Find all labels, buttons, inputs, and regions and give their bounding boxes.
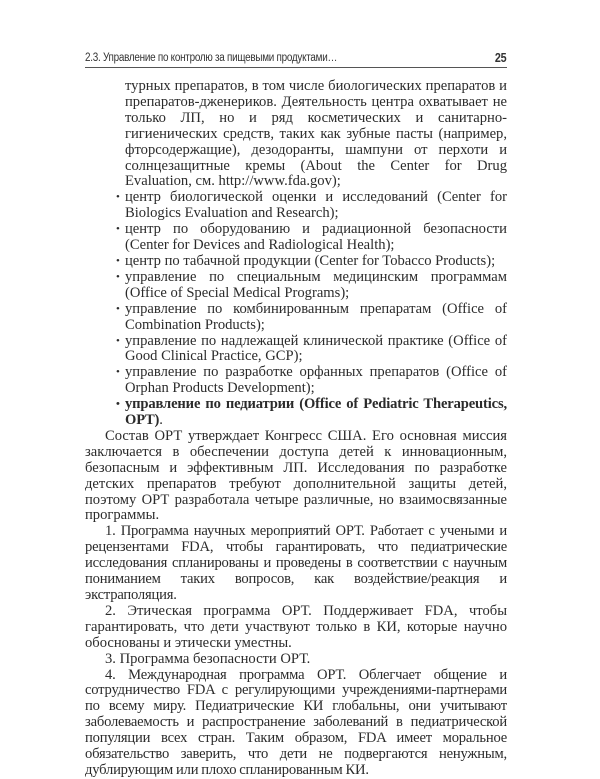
list-item-text: управление по надлежащей клинической практике (Office of Good Clinical Practice, GCP); <box>125 332 507 365</box>
running-header <box>85 48 507 68</box>
continuation-paragraph: турных препаратов, в том числе биологических препаратов и препаратов-дженериков. Деятельность центра охватывает не только ЛП, но и ряд косметических и санитарно-гигиенических средств, таких как зубные пасты (например, фторсодержащие), дезодоранты, шампуни от перхоти и солнцезащитные кремы (About the Center for Drug Evaluation, см. http://www.fda.gov); <box>125 78 507 190</box>
list-item-text: центр по оборудованию и радиационной безопасности (Center for Devices and Radiological Health); <box>125 221 507 254</box>
list-item-text: управление по специальным медицинским программам (Office of Special Medical Programs); <box>125 268 507 301</box>
bullet-icon: • <box>116 270 120 283</box>
list-item-pediatrics <box>116 396 507 429</box>
list-item-text: центр биологической оценки и исследований (Center for Biologics Evaluation and Research); <box>125 189 507 222</box>
bullet-icon: • <box>116 334 120 347</box>
bullet-icon: • <box>116 366 120 379</box>
page-number: 25 <box>494 51 506 65</box>
list-item <box>116 364 507 397</box>
list-item-text: центр по табачной продукции (Center for Tobacco Products); <box>125 252 496 269</box>
page-body <box>85 79 507 779</box>
bullet-icon: • <box>116 302 120 315</box>
opt-intro-paragraph: Состав ОРТ утверждает Конгресс США. Его основная миссия заключается в обеспечении доступа детей к инновационным, безопасным и эффективным ЛП. Исследования по разработке детских препаратов требуют дополнительной защиты детей, поэтому ОРТ разработала четыре различные, но взаимосвязанные программы. <box>85 427 507 524</box>
list-item <box>116 300 507 334</box>
list-item-text-bold: управление по педиатрии (Office of Pediatric Therapeutics, OPT) <box>125 396 507 429</box>
bullet-icon: • <box>116 254 120 267</box>
program-2-paragraph: 2. Этическая программа ОРТ. Поддерживает FDA, чтобы гарантировать, что дети участвуют только в КИ, которые научно обоснованы и этически уместны. <box>85 602 507 651</box>
list-item <box>116 189 507 222</box>
bullet-icon: • <box>116 223 120 236</box>
list-item-tail: . <box>159 412 163 429</box>
list-item-text: управление по разработке орфанных препаратов (Office of Orphan Products Development); <box>125 364 507 397</box>
list-item-text: управление по комбинированным препаратам (Office of Combination Products); <box>125 300 507 333</box>
list-item <box>116 268 507 302</box>
bullet-icon: • <box>116 191 120 204</box>
program-4-paragraph: 4. Международная программа ОРТ. Облегчает общение и сотрудничество FDA с регулирующими учреждениями-партнерами по всему миру. Педиатрические КИ глобальны, они учитывают заболеваемость и распространение заболеваний в педиатрической популяции всех стран. Таким образом, FDA имеет моральное обязательство заверить, что дети не подвергаются ненужным, дублирующим или плохо спланированным КИ. <box>85 666 507 778</box>
program-3-paragraph: 3. Программа безопасности ОРТ. <box>105 650 311 667</box>
list-item <box>116 332 507 366</box>
running-title: 2.3. Управление по контролю за пищевыми продуктами… <box>85 52 338 64</box>
list-item <box>116 221 507 254</box>
program-1-paragraph: 1. Программа научных мероприятий ОРТ. Работает с учеными и рецензентами FDA, чтобы гарантировать, что педиатрические исследования спланированы и проведены в соответствии с научным пониманием таких вопросов, как воздействие/реакция и экстраполяция. <box>85 523 507 603</box>
fda-centers-list <box>85 190 507 429</box>
bullet-icon: • <box>116 398 120 411</box>
list-item <box>116 252 507 270</box>
